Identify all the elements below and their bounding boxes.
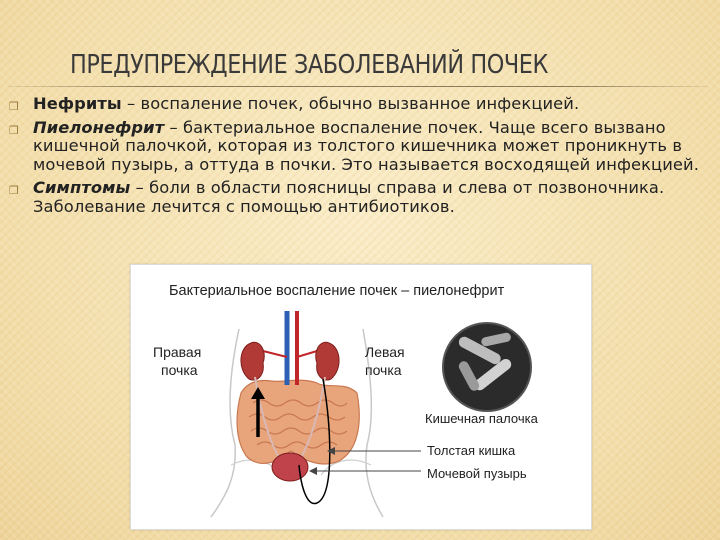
pointer-arrow-icon [309, 467, 317, 475]
bladder [272, 453, 308, 481]
bullet-square-icon: ❒ [9, 184, 19, 197]
label-right-kidney-line1: Правая [153, 344, 202, 360]
slide-title: ПРЕДУПРЕЖДЕНИЕ ЗАБОЛЕВАНИЙ ПОЧЕК [70, 50, 548, 80]
term-symptoms: Симптомы [33, 178, 131, 197]
title-divider [8, 86, 708, 87]
renal-vessels [263, 351, 317, 357]
bullet-square-icon: ❒ [9, 100, 19, 113]
label-left-kidney-line1: Левая [365, 344, 405, 360]
ecoli-micrograph [443, 323, 531, 411]
label-right-kidney-line2: почка [161, 362, 198, 378]
term-pyelonephritis: Пиелонефрит [33, 117, 165, 137]
label-ecoli: Кишечная палочка [425, 411, 538, 426]
bullet-item-pyelonephritis [8, 119, 710, 175]
right-kidney [241, 342, 264, 380]
left-kidney [316, 342, 339, 380]
term-nephritis: Нефриты [33, 94, 122, 113]
pyelonephritis-illustration [130, 264, 592, 530]
bullet-text: – бактериальное воспаление почек. Чаще всего вызвано кишечной палочкой, которая из толстого кишечника может проникнуть в мочевой пузырь, а оттуда в почки. Это называется восходящей инфекцией. [33, 117, 699, 174]
bullet-list [8, 95, 710, 221]
bullet-text: – воспаление почек, обычно вызванное инфекцией. [121, 94, 580, 113]
bullet-text: – боли в области поясницы справа и слева от позвоночника. Заболевание лечится с помощью антибиотиков. [33, 178, 665, 216]
label-left-kidney-line2: почка [365, 362, 402, 378]
label-colon: Толстая кишка [427, 443, 516, 458]
bullet-item-symptoms [8, 179, 710, 216]
label-bladder: Мочевой пузырь [427, 466, 527, 481]
anatomy-diagram [131, 265, 591, 529]
bullet-item-nephritis [8, 95, 710, 114]
bullet-square-icon: ❒ [9, 123, 19, 137]
figure-title: Бактериальное воспаление почек – пиелонефрит [169, 283, 505, 299]
